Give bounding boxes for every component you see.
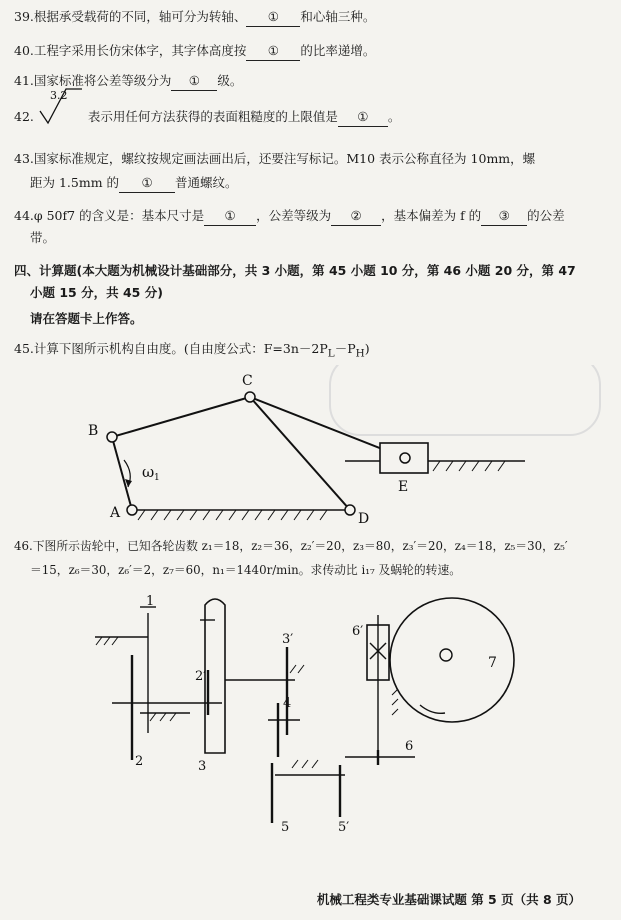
question-46-line-1: 46.下图所示齿轮中，已知各轮齿数 z₁＝18，z₂＝36，z₂′＝20，z₃＝80，z₃′＝20，z₄＝18，z₅＝30，z₅′ (14, 539, 568, 553)
q44-text-mid2: ，基本偏差为 f 的 (381, 208, 482, 223)
q42-text: 表示用任何方法获得的表面粗糙度的上限值是 (87, 109, 338, 124)
label-a: A (110, 505, 121, 521)
rotation-arrow-icon (420, 705, 445, 713)
gear-label-6-prime: 6′ (352, 624, 364, 639)
question-45 (14, 340, 370, 363)
q43-text-end: 普通螺纹。 (175, 175, 238, 190)
question-42 (14, 89, 401, 127)
gear-label-5-prime: 5′ (338, 820, 350, 835)
label-c: C (242, 373, 253, 389)
q39-text-end: 和心轴三种。 (300, 9, 376, 24)
link-bc (112, 397, 250, 437)
gear-label-1: 1 (146, 594, 155, 609)
label-d: D (358, 511, 370, 527)
question-39 (14, 8, 375, 27)
q40-blank-1: ① (246, 42, 300, 61)
question-44-line-1 (14, 207, 565, 226)
label-omega-sub: 1 (154, 473, 160, 483)
q43-blank-1: ① (119, 174, 175, 193)
ground-hatch-e (433, 461, 505, 471)
q45-text-end: ) (364, 341, 370, 356)
link-ab (112, 437, 132, 510)
q39-blank-1: ① (246, 8, 300, 27)
joint-e (400, 453, 410, 463)
q44-blank-3: ③ (481, 207, 527, 226)
roughness-symbol (38, 89, 84, 127)
q45-text-mid: －P (334, 341, 356, 356)
q42-blank-1: ① (338, 108, 388, 127)
q42-number: 42. (14, 109, 34, 124)
q42-text-end: 。 (387, 109, 401, 124)
q40-text-end: 的比率递增。 (300, 43, 376, 58)
roughness-check-icon (38, 87, 84, 127)
q41-text-end: 级。 (217, 73, 243, 88)
question-43-line-2 (30, 174, 238, 193)
q45-text: 45.计算下图所示机构自由度。(自由度公式：F=3n－2P (14, 341, 328, 356)
mechanism-diagram (0, 365, 621, 535)
section-4-instruction: 请在答题卡上作答。 (30, 311, 143, 326)
label-e: E (398, 479, 409, 495)
ground-hatch-ad (138, 510, 327, 520)
q41-text: 41.国家标准将公差等级分为 (14, 73, 172, 88)
gear-label-2: 2 (135, 754, 144, 769)
q45-sub-h: H (355, 347, 365, 360)
question-44-line-2: 带。 (30, 230, 56, 245)
gear-label-2-prime: 2′ (195, 669, 207, 684)
gear-label-3: 3 (198, 759, 207, 774)
q44-blank-1: ① (204, 207, 256, 226)
section-4-heading-line-1: 四、计算题(本大题为机械设计基础部分，共 3 小题，第 45 小题 10 分，第 46 小题 20 分，第 47 (14, 263, 576, 278)
question-43-line-1: 43.国家标准规定，螺纹按规定画法画出后，还要注写标记。M10 表示公称直径为 10mm，螺 (14, 151, 536, 166)
joint-a (127, 505, 137, 515)
q39-text: 39.根据承受载荷的不同，轴可分为转轴、 (14, 9, 247, 24)
joint-b (107, 432, 117, 442)
roughness-value: 3.2 (49, 89, 68, 102)
joint-d (345, 505, 355, 515)
q44-blank-2: ② (331, 207, 381, 226)
q45-sub-l: L (327, 347, 335, 360)
q40-text: 40.工程字采用长仿宋体字，其字体高度按 (14, 43, 247, 58)
q41-blank-1: ① (171, 72, 217, 91)
gear-label-6: 6 (405, 739, 414, 754)
gear-label-3-prime: 3′ (282, 632, 294, 647)
section-4-heading-line-2: 小题 15 分，共 45 分) (30, 285, 163, 300)
q44-text-end: 的公差 (527, 208, 565, 223)
link-cd (250, 397, 350, 510)
question-40 (14, 42, 375, 61)
q44-text: 44.φ 50f7 的含义是：基本尺寸是 (14, 208, 205, 223)
page-footer: 机械工程类专业基础课试题 第 5 页（共 8 页） (316, 892, 581, 907)
worm-wheel-hub (440, 649, 452, 661)
q43-text: 距为 1.5mm 的 (30, 175, 120, 190)
label-omega: ω (142, 463, 155, 481)
label-b: B (88, 423, 99, 439)
gear-label-7: 7 (488, 655, 497, 671)
gear-label-4: 4 (283, 696, 292, 711)
q44-text-mid1: ，公差等级为 (256, 208, 332, 223)
question-46-line-2: ＝15，z₆＝30，z₆′＝2，z₇＝60，n₁＝1440r/min。求传动比 i₁₇ 及蜗轮的转速。 (30, 563, 462, 577)
joint-c (245, 392, 255, 402)
gear-label-5: 5 (281, 820, 290, 835)
gear-train-diagram (0, 585, 621, 845)
background-shadow (330, 365, 600, 435)
